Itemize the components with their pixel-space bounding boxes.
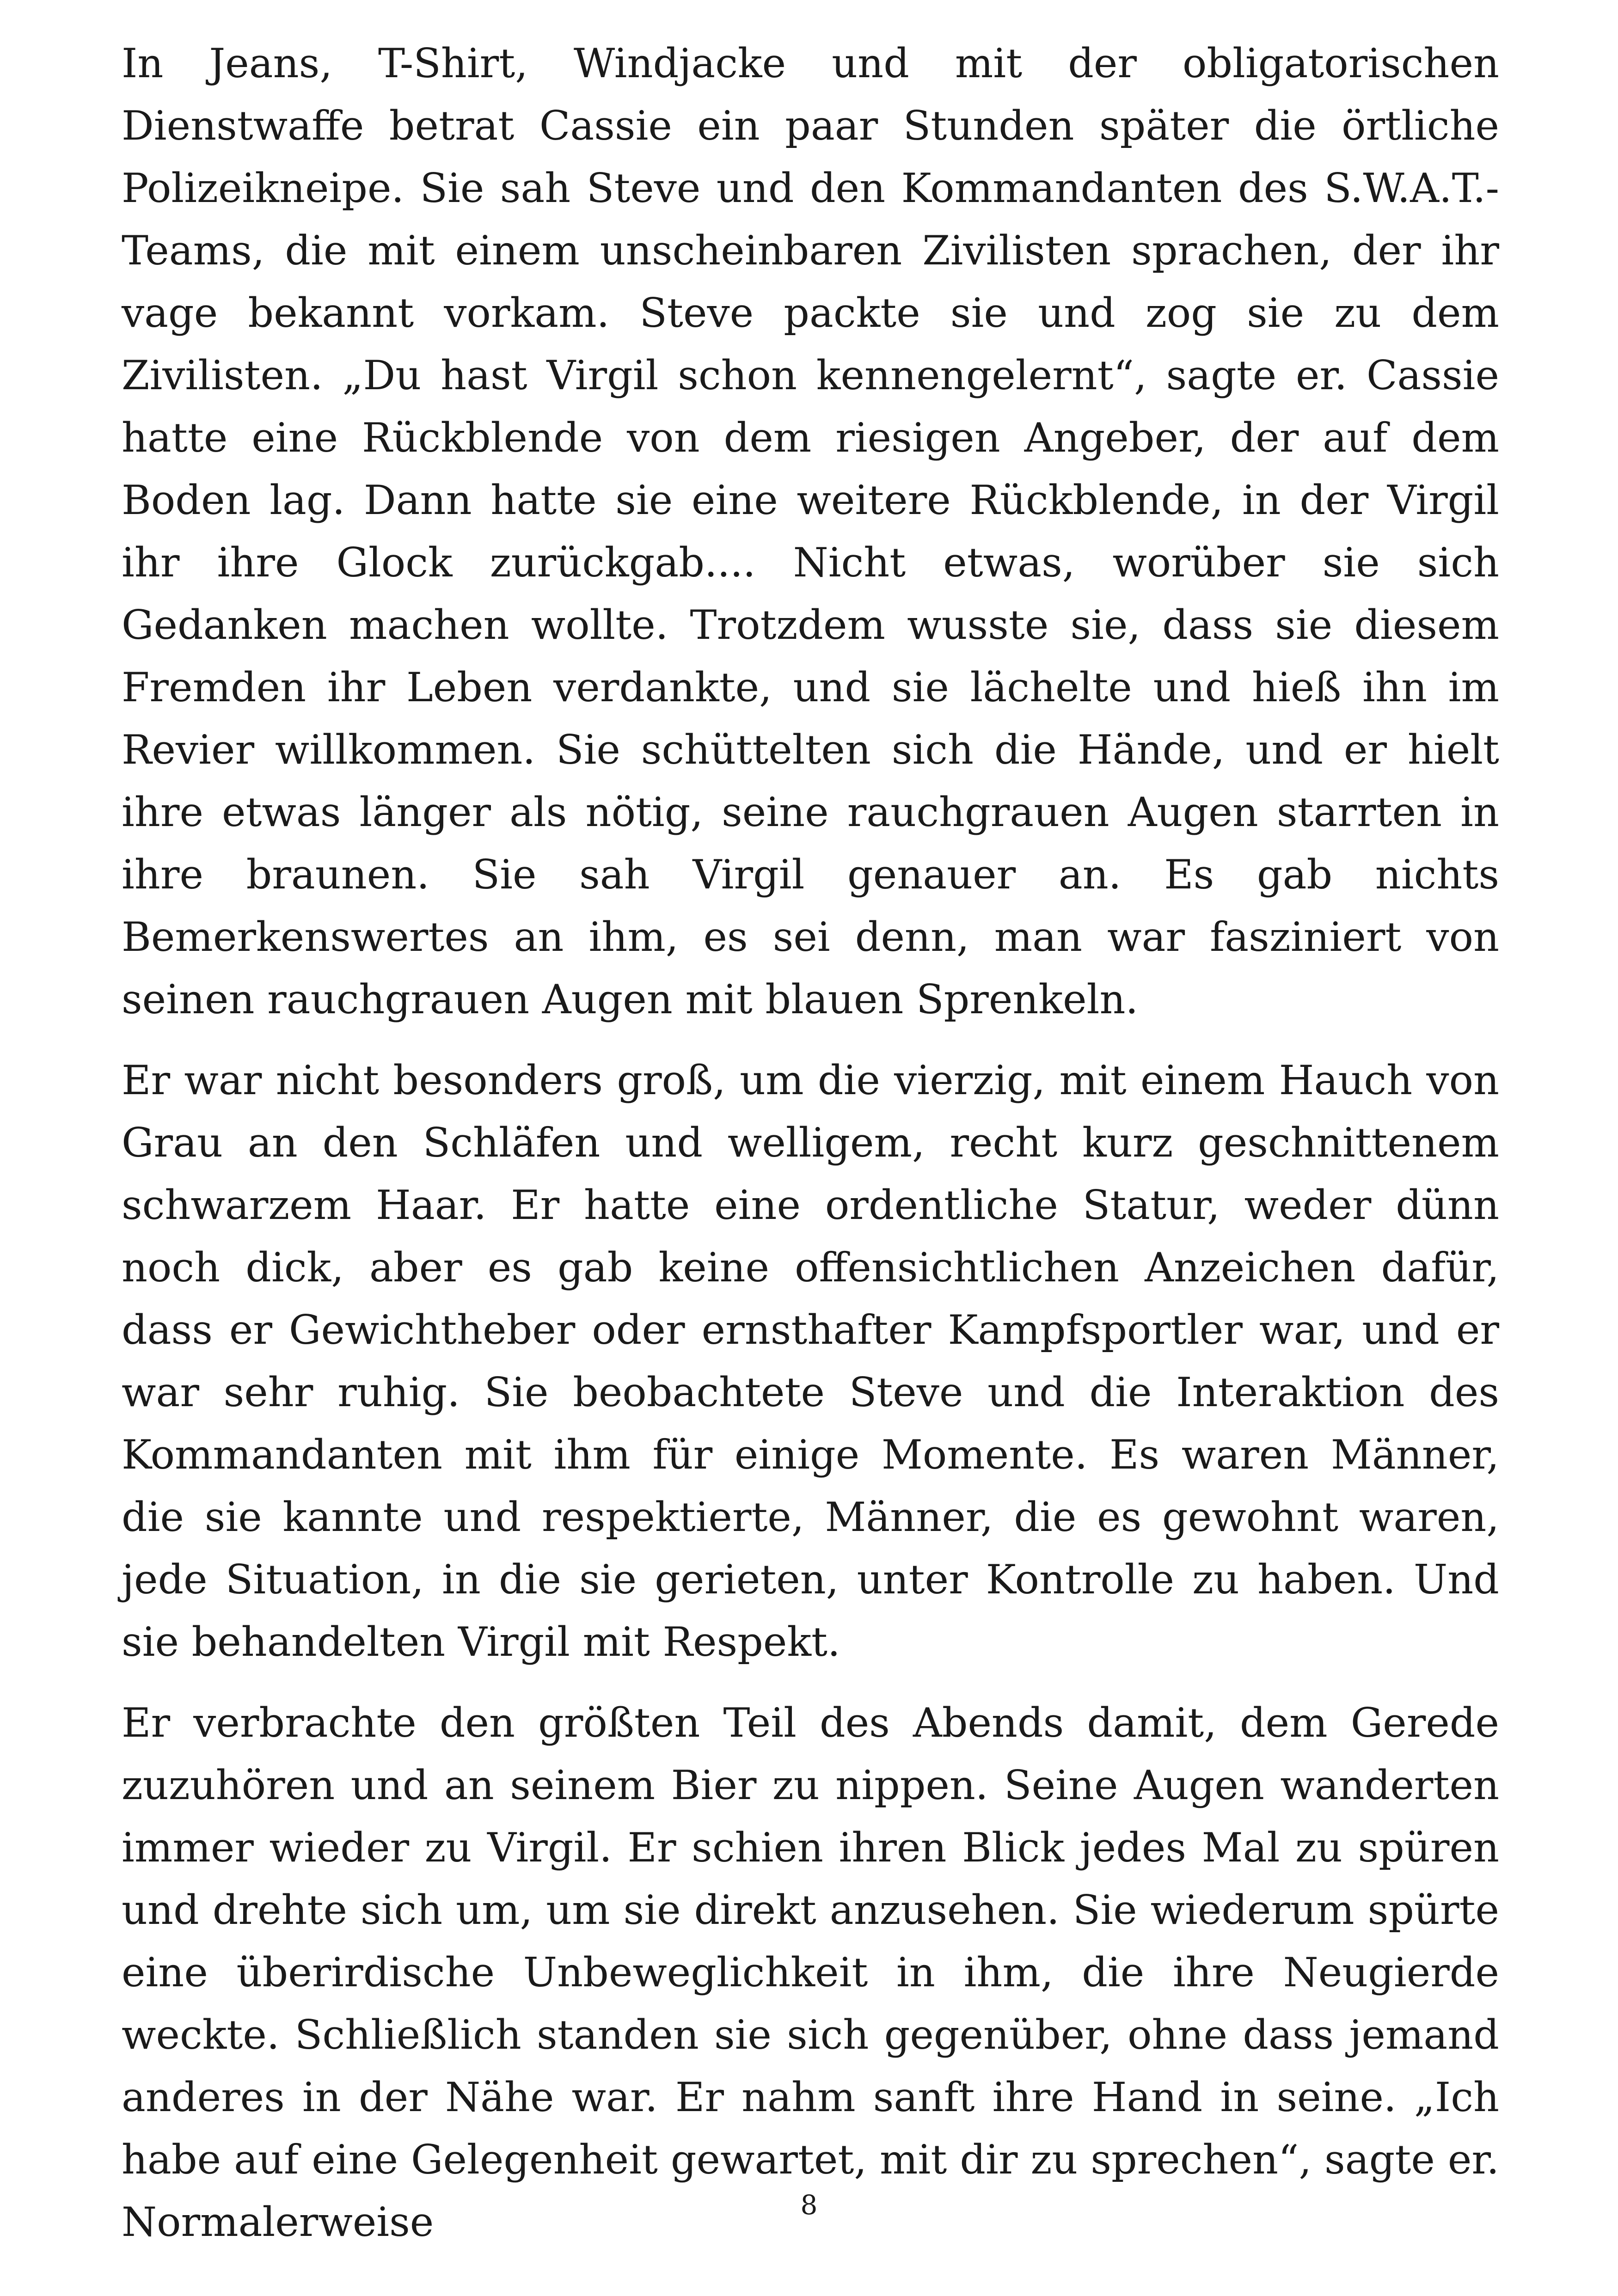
paragraph-2: Er war nicht besonders groß, um die vierzig, mit einem Hauch von Grau an den Schläfen und welligem, recht kurz geschnittenem schwarzem Haar. Er hatte eine ordentliche Statur, weder dünn noch dick, aber es gab keine offensichtlichen Anzeichen dafür, dass er Gewichtheber oder ernsthafter Kampfsportler war, und er war sehr ruhig. Sie beobachtete Steve und die Interaktion des Kommandanten mit ihm für einige Momente. Es waren Männer, die sie kannte und respektierte, Männer, die es gewohnt waren, jede Situation, in die sie gerieten, unter Kontrolle zu haben. Und sie behandelten Virgil mit Respekt.: [122, 1057, 1499, 1665]
paragraph-3: Er verbrachte den größten Teil des Abends damit, dem Gerede zuzuhören und an seinem Bier zu nippen. Seine Augen wanderten immer wieder zu Virgil. Er schien ihren Blick jedes Mal zu spüren und drehte sich um, um sie direkt anzusehen. Sie wiederum spürte eine überirdische Unbeweglichkeit in ihm, die ihre Neugierde weckte. Schließlich standen sie sich gegenüber, ohne dass jemand anderes in der Nähe war. Er nahm sanft ihre Hand in seine. „Ich habe auf eine Gelegenheit gewartet, mit dir zu sprechen“, sagte er. Normalerweise: [122, 1699, 1499, 2246]
paragraph-1: In Jeans, T-Shirt, Windjacke und mit der obligatorischen Dienstwaffe betrat Cassie ein paar Stunden später die örtliche Polizeikneipe. Sie sah Steve und den Kommandanten des S.W.A.T.-Teams, die mit einem unscheinbaren Zivilisten sprachen, der ihr vage bekannt vorkam. Steve packte sie und zog sie zu dem Zivilisten. „Du hast Virgil schon kennengelernt“, sagte er. Cassie hatte eine Rückblende von dem riesigen Angeber, der auf dem Boden lag. Dann hatte sie eine weitere Rückblende, in der Virgil ihr ihre Glock zurückgab.... Nicht etwas, worüber sie sich Gedanken machen wollte. Trotzdem wusste sie, dass sie diesem Fremden ihr Leben verdankte, und sie lächelte und hieß ihn im Revier willkommen. Sie schüttelten sich die Hände, und er hielt ihre etwas länger als nötig, seine rauchgrauen Augen starrten in ihre braunen. Sie sah Virgil genauer an. Es gab nichts Bemerkenswertes an ihm, es sei denn, man war fasziniert von seinen rauchgrauen Augen mit blauen Sprenkeln.: [122, 40, 1499, 1023]
body-text: [122, 32, 1499, 2272]
page-number: 8: [800, 2189, 818, 2221]
